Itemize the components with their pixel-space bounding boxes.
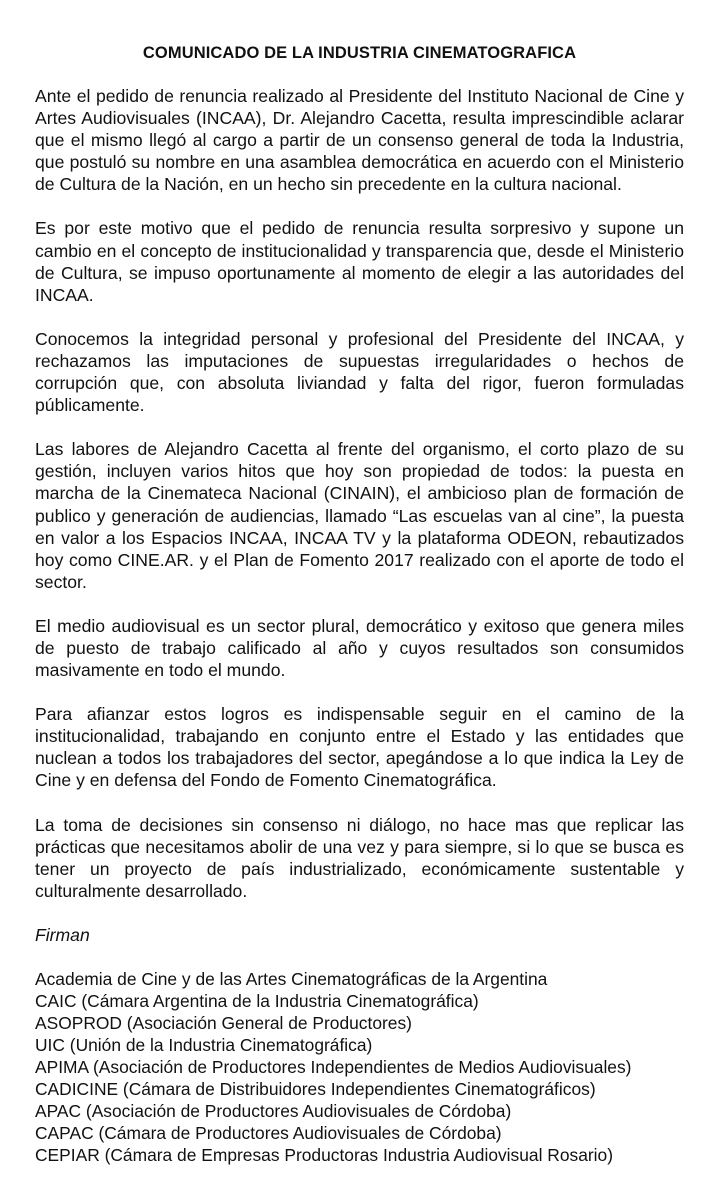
signer-item: ASOPROD (Asociación General de Productores) — [35, 1013, 412, 1033]
signer-item: CEPIAR (Cámara de Empresas Productoras Industria Audiovisual Rosario) — [35, 1145, 614, 1165]
paragraph-1: Ante el pedido de renuncia realizado al Presidente del Instituto Nacional de Cine y Artes Audiovisuales (INCAA), Dr. Alejandro Cacetta, resulta imprescindible aclarar que el mismo llegó al cargo a partir de un consenso general de toda la Industria, que postuló su nombre en una asamblea democrática en acuerdo con el Ministerio de Cultura de la Nación, en un hecho sin precedente en la cultura nacional. — [35, 86, 684, 195]
signer-item: CADICINE (Cámara de Distribuidores Independientes Cinematográficos) — [35, 1079, 596, 1099]
signer-item: APIMA (Asociación de Productores Independientes de Medios Audiovisuales) — [35, 1057, 632, 1077]
paragraph-3: Conocemos la integridad personal y profesional del Presidente del INCAA, y rechazamos las imputaciones de supuestas irregularidades o hechos de corrupción que, con absoluta liviandad y falta del rigor, fueron formuladas públicamente. — [35, 328, 684, 416]
signer-item: CAPAC (Cámara de Productores Audiovisuales de Córdoba) — [35, 1123, 502, 1143]
paragraph-7: La toma de decisiones sin consenso ni diálogo, no hace mas que replicar las prácticas que necesitamos abolir de una vez y para siempre, si lo que se busca es tener un proyecto de país industrializado, económicamente sustentable y culturalmente desarrollado. — [35, 814, 684, 901]
signers-label: Firman — [35, 924, 90, 945]
document-title: COMUNICADO DE LA INDUSTRIA CINEMATOGRAFICA — [142, 44, 577, 62]
signer-item: CAIC (Cámara Argentina de la Industria Cinematográfica) — [35, 991, 479, 1011]
signer-item: APAC (Asociación de Productores Audiovisuales de Córdoba) — [35, 1101, 512, 1121]
signer-item: Academia de Cine y de las Artes Cinematográficas de la Argentina — [35, 969, 548, 989]
paragraph-6: Para afianzar estos logros es indispensable seguir en el camino de la institucionalidad, trabajando en conjunto entre el Estado y las entidades que nuclean a todos los trabajadores del sector, apegándose a lo que indica la Ley de Cine y en defensa del Fondo de Fomento Cinematográfica. — [35, 704, 684, 791]
signer-item: UIC (Unión de la Industria Cinematográfica) — [35, 1035, 373, 1055]
paragraph-2: Es por este motivo que el pedido de renuncia resulta sorpresivo y supone un cambio en el concepto de institucionalidad y transparencia que, desde el Ministerio de Cultura, se impuso oportunamente al momento de elegir a las autoridades del INCAA. — [35, 218, 684, 305]
paragraph-4: Las labores de Alejandro Cacetta al frente del organismo, el corto plazo de su gestión, incluyen varios hitos que hoy son propiedad de todos: la puesta en marcha de la Cinemateca Nacional (CINAIN), el ambicioso plan de formación de publico y generación de audiencias, llamado “Las escuelas van al cine”, la puesta en valor a los Espacios INCAA, INCAA TV y la plataforma ODEON, rebautizados hoy como CINE.AR. y el Plan de Fomento 2017 realizado con el aporte de todo el sector. — [35, 439, 684, 592]
paragraph-5: El medio audiovisual es un sector plural, democrático y exitoso que genera miles de puesto de trabajo calificado al año y cuyos resultados son consumidos masivamente en todo el mundo. — [35, 615, 684, 681]
signers-list — [35, 968, 684, 1166]
